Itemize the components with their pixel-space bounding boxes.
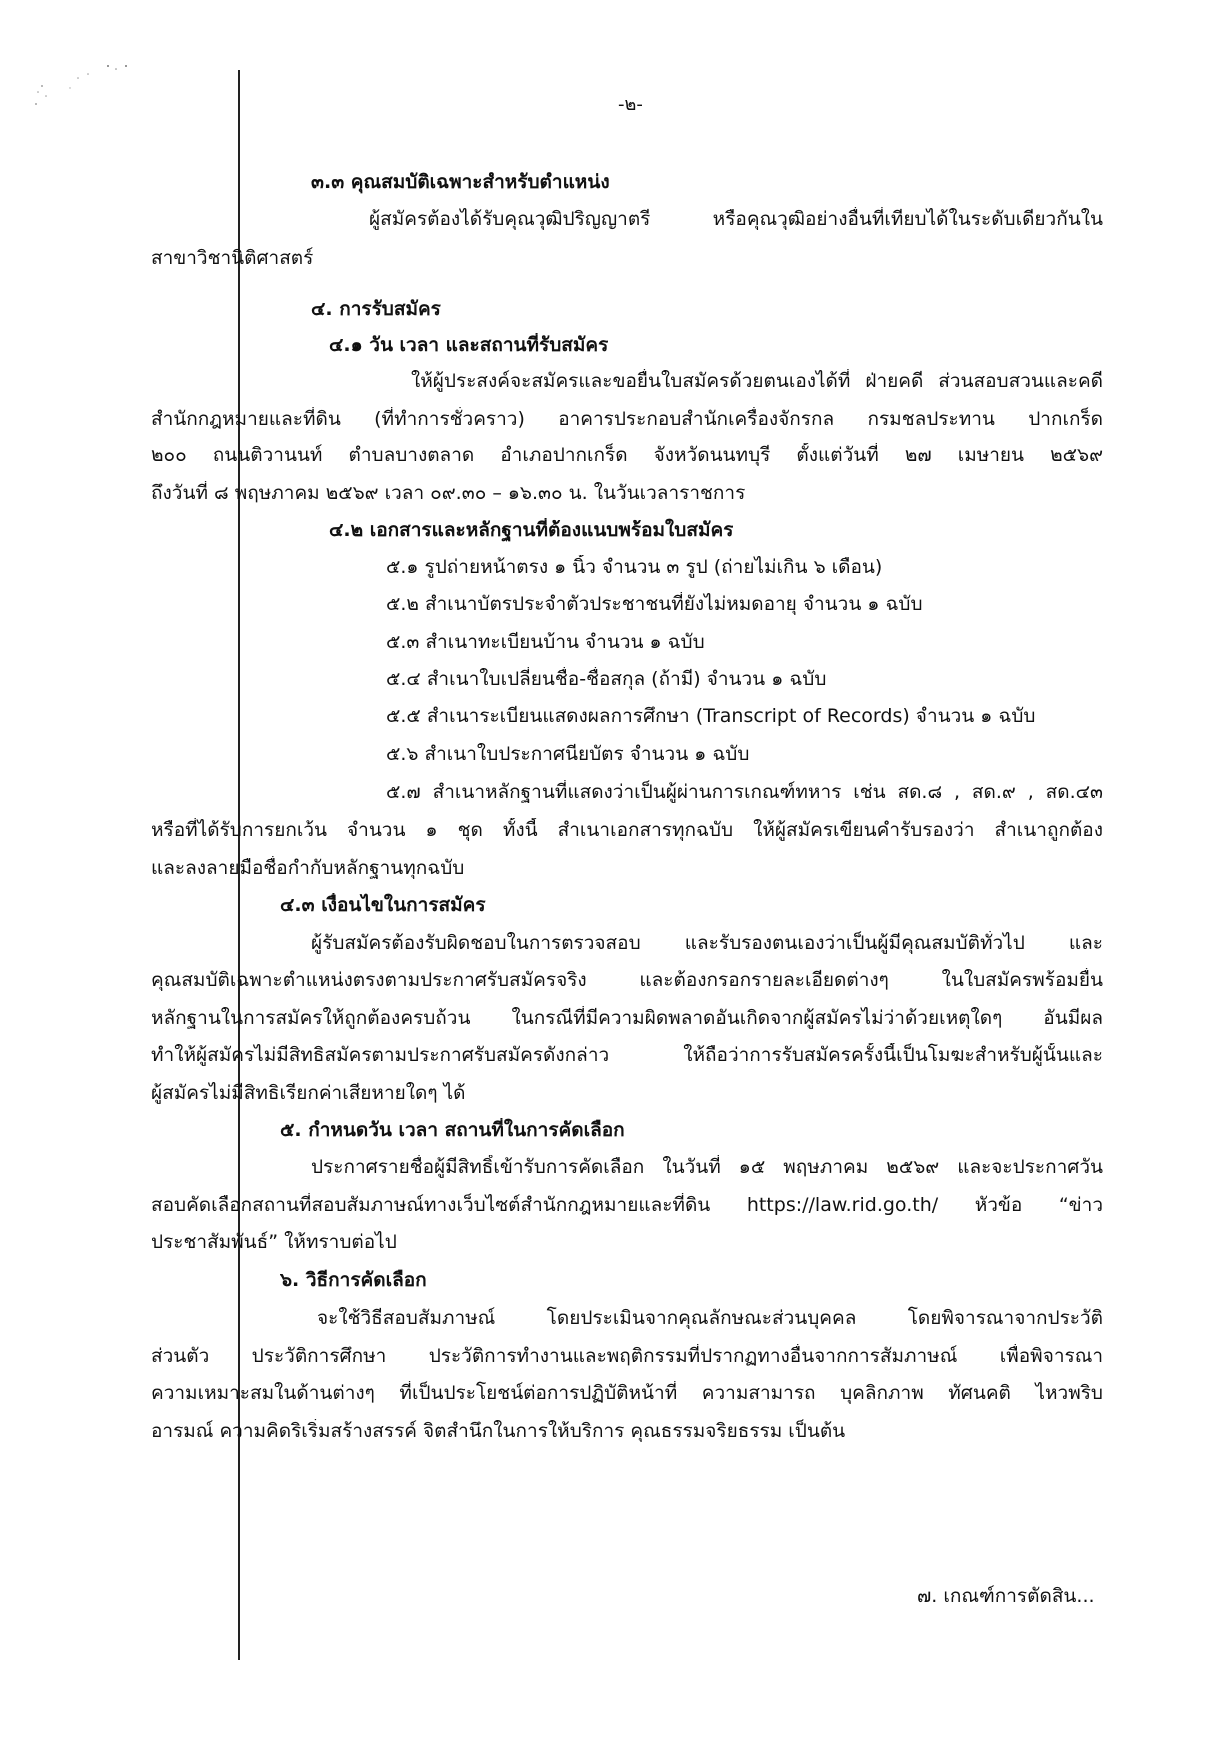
section-5-line: ประชาสัมพันธ์” ให้ทราบต่อไป [151, 1231, 397, 1253]
section-5-line: สอบคัดเลือกสถานที่สอบสัมภาษณ์ทางเว็บไซต์สำนักกฎหมายและที่ดิน https://law.rid.go.th/ หัวข้อ “ข่าว [151, 1194, 1103, 1216]
section-4-1-heading: ๔.๑ วัน เวลา และสถานที่รับสมัคร [329, 334, 609, 356]
section-4-1-line: ถึงวันที่ ๘ พฤษภาคม ๒๕๖๙ เวลา ๐๙.๓๐ – ๑๖.๓๐ น. ในวันเวลาราชการ [151, 482, 746, 504]
section-4-1-line: ๒๐๐ ถนนติวานนท์ ตำบลบางตลาด อำเภอปากเกร็ด จังหวัดนนทบุรี ตั้งแต่วันที่ ๒๗ เมษายน ๒๕๖๙ [151, 444, 1103, 466]
section-3-3-line: สาขาวิชานิติศาสตร์ [151, 247, 314, 269]
section-6-line: จะใช้วิธีสอบสัมภาษณ์ โดยประเมินจากคุณลักษณะส่วนบุคคล โดยพิจารณาจากประวัติ [317, 1307, 1103, 1329]
document-list-item: ๕.๓ สำเนาทะเบียนบ้าน จำนวน ๑ ฉบับ [386, 631, 705, 653]
section-4-3-line: ผู้รับสมัครต้องรับผิดชอบในการตรวจสอบ และรับรองตนเองว่าเป็นผู้มีคุณสมบัติทั่วไป และ [311, 932, 1103, 954]
next-page-continuation: ๗. เกณฑ์การตัดสิน... [917, 1585, 1095, 1607]
section-4-3-line: ทำให้ผู้สมัครไม่มีสิทธิสมัครตามประกาศรับสมัครดังกล่าว ให้ถือว่าการรับสมัครครั้งนี้เป็นโมฆะสำหรับผู้นั้นและ [151, 1044, 1103, 1066]
section-4-heading: ๔. การรับสมัคร [311, 298, 441, 320]
section-3-3-heading: ๓.๓ คุณสมบัติเฉพาะสำหรับตำแหน่ง [311, 171, 610, 193]
section-3-3-line: ผู้สมัครต้องได้รับคุณวุฒิปริญญาตรี หรือคุณวุฒิอย่างอื่นที่เทียบได้ในระดับเดียวกันใน [369, 208, 1103, 230]
scan-specks [30, 60, 140, 130]
section-4-3-line: คุณสมบัติเฉพาะตำแหน่งตรงตามประกาศรับสมัครจริง และต้องกรอกรายละเอียดต่างๆ ในใบสมัครพร้อมยื่น [151, 969, 1103, 991]
document-list-item: ๕.๑ รูปถ่ายหน้าตรง ๑ นิ้ว จำนวน ๓ รูป (ถ่ายไม่เกิน ๖ เดือน) [386, 556, 883, 578]
document-list-item: ๕.๗ สำเนาหลักฐานที่แสดงว่าเป็นผู้ผ่านการเกณฑ์ทหาร เช่น สด.๘ , สด.๙ , สด.๔๓ [386, 781, 1103, 803]
section-4-3-heading: ๔.๓ เงื่อนไขในการสมัคร [280, 894, 486, 916]
section-4-2-heading: ๔.๒ เอกสารและหลักฐานที่ต้องแนบพร้อมใบสมัคร [329, 519, 734, 541]
section-6-line: ความเหมาะสมในด้านต่างๆ ที่เป็นประโยชน์ต่อการปฏิบัติหน้าที่ ความสามารถ บุคลิกภาพ ทัศนคติ ไหวพริบ [151, 1382, 1103, 1404]
section-4-3-line: หลักฐานในการสมัครให้ถูกต้องครบถ้วน ในกรณีที่มีความผิดพลาดอันเกิดจากผู้สมัครไม่ว่าด้วยเหตุใดๆ อันมีผล [151, 1007, 1103, 1029]
section-4-3-line: ผู้สมัครไม่มีสิทธิเรียกค่าเสียหายใดๆ ได้ [151, 1082, 466, 1104]
page-number: -๒- [618, 94, 643, 115]
section-4-1-line: ให้ผู้ประสงค์จะสมัครและขอยื่นใบสมัครด้วยตนเองได้ที่ ฝ่ายคดี ส่วนสอบสวนและคดี [411, 370, 1103, 392]
section-6-line: ส่วนตัว ประวัติการศึกษา ประวัติการทำงานและพฤติกรรมที่ปรากฏทางอื่นจากการสัมภาษณ์ เพื่อพิจารณา [151, 1345, 1103, 1367]
section-4-1-line: สำนักกฎหมายและที่ดิน (ที่ทำการชั่วคราว) อาคารประกอบสำนักเครื่องจักรกล กรมชลประทาน ปากเกร็ด [151, 408, 1103, 430]
section-6-line: อารมณ์ ความคิดริเริ่มสร้างสรรค์ จิตสำนึกในการให้บริการ คุณธรรมจริยธรรม เป็นต้น [151, 1420, 846, 1442]
section-4-2-line: หรือที่ได้รับการยกเว้น จำนวน ๑ ชุด ทั้งนี้ สำเนาเอกสารทุกฉบับ ให้ผู้สมัครเขียนคำรับรองว่า สำเนาถูกต้อง [151, 819, 1103, 841]
document-list-item: ๕.๕ สำเนาระเบียนแสดงผลการศึกษา (Transcript of Records) จำนวน ๑ ฉบับ [386, 705, 1036, 727]
document-list-item: ๕.๖ สำเนาใบประกาศนียบัตร จำนวน ๑ ฉบับ [386, 743, 750, 765]
section-5-line: ประกาศรายชื่อผู้มีสิทธิ์เข้ารับการคัดเลือก ในวันที่ ๑๕ พฤษภาคม ๒๕๖๙ และจะประกาศวัน [311, 1156, 1103, 1178]
section-6-heading: ๖. วิธีการคัดเลือก [280, 1269, 427, 1291]
document-list-item: ๕.๒ สำเนาบัตรประจำตัวประชาชนที่ยังไม่หมดอายุ จำนวน ๑ ฉบับ [386, 593, 923, 615]
document-list-item: ๕.๔ สำเนาใบเปลี่ยนชื่อ-ชื่อสกุล (ถ้ามี) จำนวน ๑ ฉบับ [386, 668, 827, 690]
section-5-heading: ๕. กำหนดวัน เวลา สถานที่ในการคัดเลือก [280, 1119, 625, 1141]
section-4-2-line: และลงลายมือชื่อกำกับหลักฐานทุกฉบับ [151, 857, 465, 879]
